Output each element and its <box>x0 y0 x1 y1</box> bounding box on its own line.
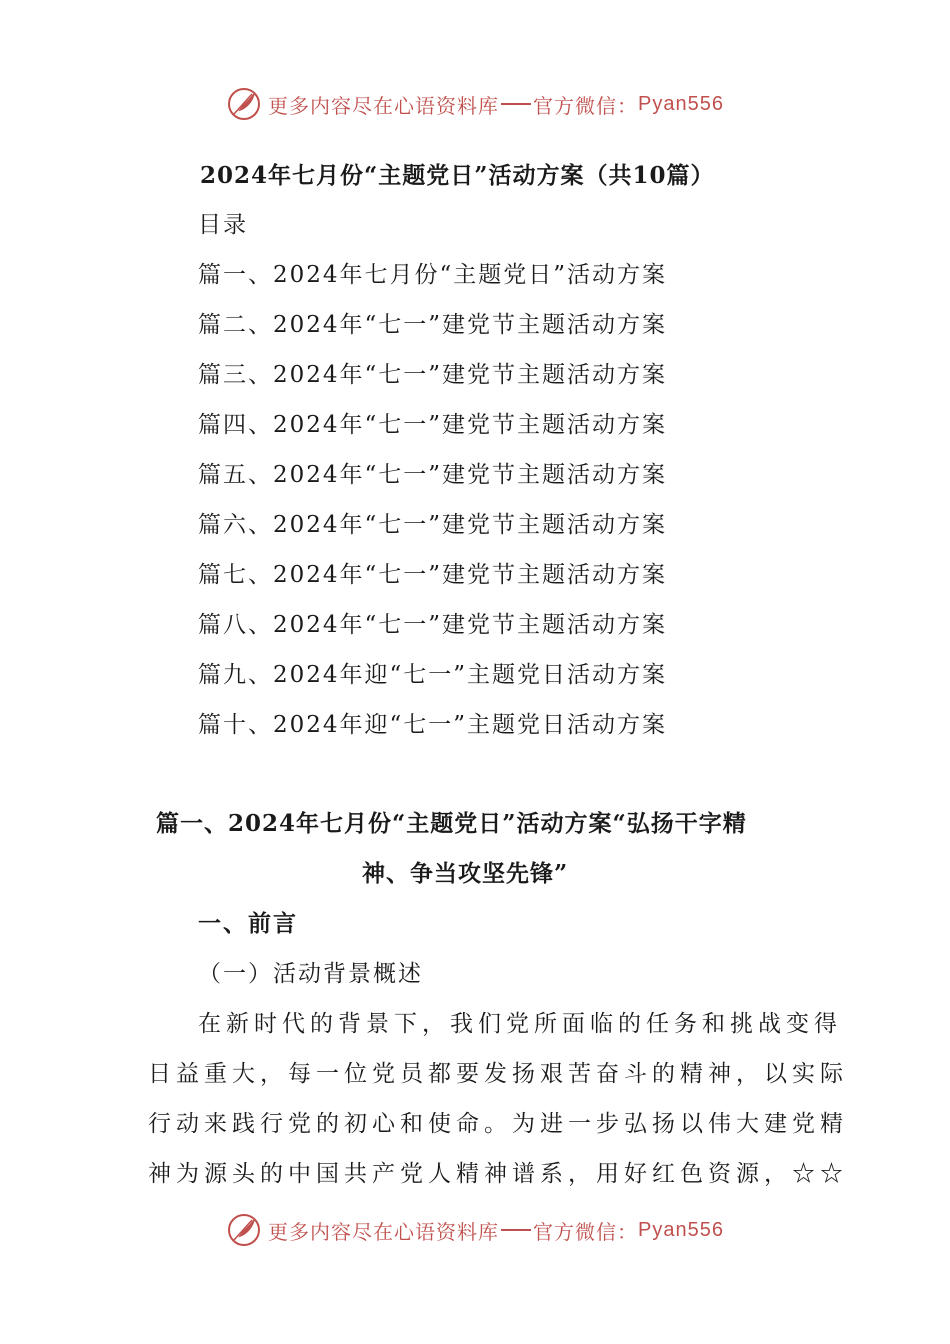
feather-pen-icon <box>226 86 262 122</box>
subsection-heading: （一）活动背景概述 <box>198 961 423 987</box>
footer-banner <box>0 1210 950 1250</box>
banner-wechat-id: Pyan556 <box>638 1218 724 1241</box>
banner-text-library: 更多内容尽在心语资料库 <box>268 93 500 118</box>
toc-item[interactable]: 篇三、2024年“七一”建党节主题活动方案 <box>198 362 668 388</box>
toc-item[interactable]: 篇五、2024年“七一”建党节主题活动方案 <box>198 462 668 488</box>
banner-wechat-id: Pyan556 <box>638 92 724 115</box>
document-title: 2024年七月份“主题党日”活动方案（共10篇） <box>200 162 715 189</box>
banner-text-wechat: 官方微信： <box>533 1219 639 1244</box>
chapter-title-line-2: 神、争当攻坚先锋” <box>362 860 569 887</box>
toc-item[interactable]: 篇七、2024年“七一”建党节主题活动方案 <box>198 562 668 588</box>
chapter-title-line-1: 篇一、2024年七月份“主题党日”活动方案“弘扬干字精 <box>156 810 747 837</box>
banner-dash <box>501 103 531 105</box>
toc-item[interactable]: 篇八、2024年“七一”建党节主题活动方案 <box>198 612 668 638</box>
toc-item[interactable]: 篇二、2024年“七一”建党节主题活动方案 <box>198 312 668 338</box>
banner-dash <box>501 1229 531 1231</box>
toc-item[interactable]: 篇六、2024年“七一”建党节主题活动方案 <box>198 512 668 538</box>
toc-item[interactable]: 篇四、2024年“七一”建党节主题活动方案 <box>198 412 668 438</box>
toc-item[interactable]: 篇九、2024年迎“七一”主题党日活动方案 <box>198 662 668 688</box>
toc-item[interactable]: 篇十、2024年迎“七一”主题党日活动方案 <box>198 712 668 738</box>
paragraph-line: 行动来践行党的初心和使命。为进一步弘扬以伟大建党精 <box>148 1111 848 1137</box>
section-heading: 一、前言 <box>198 910 298 937</box>
banner-text-wechat: 官方微信： <box>533 93 639 118</box>
feather-pen-icon <box>226 1212 262 1248</box>
toc-heading: 目录 <box>198 212 248 238</box>
paragraph-line: 在新时代的背景下，我们党所面临的任务和挑战变得 <box>198 1011 842 1037</box>
paragraph-line: 神为源头的中国共产党人精神谱系，用好红色资源，☆☆ <box>148 1161 848 1187</box>
paragraph-line: 日益重大，每一位党员都要发扬艰苦奋斗的精神，以实际 <box>148 1061 848 1087</box>
banner-text-library: 更多内容尽在心语资料库 <box>268 1219 500 1244</box>
header-banner <box>0 84 950 124</box>
toc-item[interactable]: 篇一、2024年七月份“主题党日”活动方案 <box>198 262 668 288</box>
